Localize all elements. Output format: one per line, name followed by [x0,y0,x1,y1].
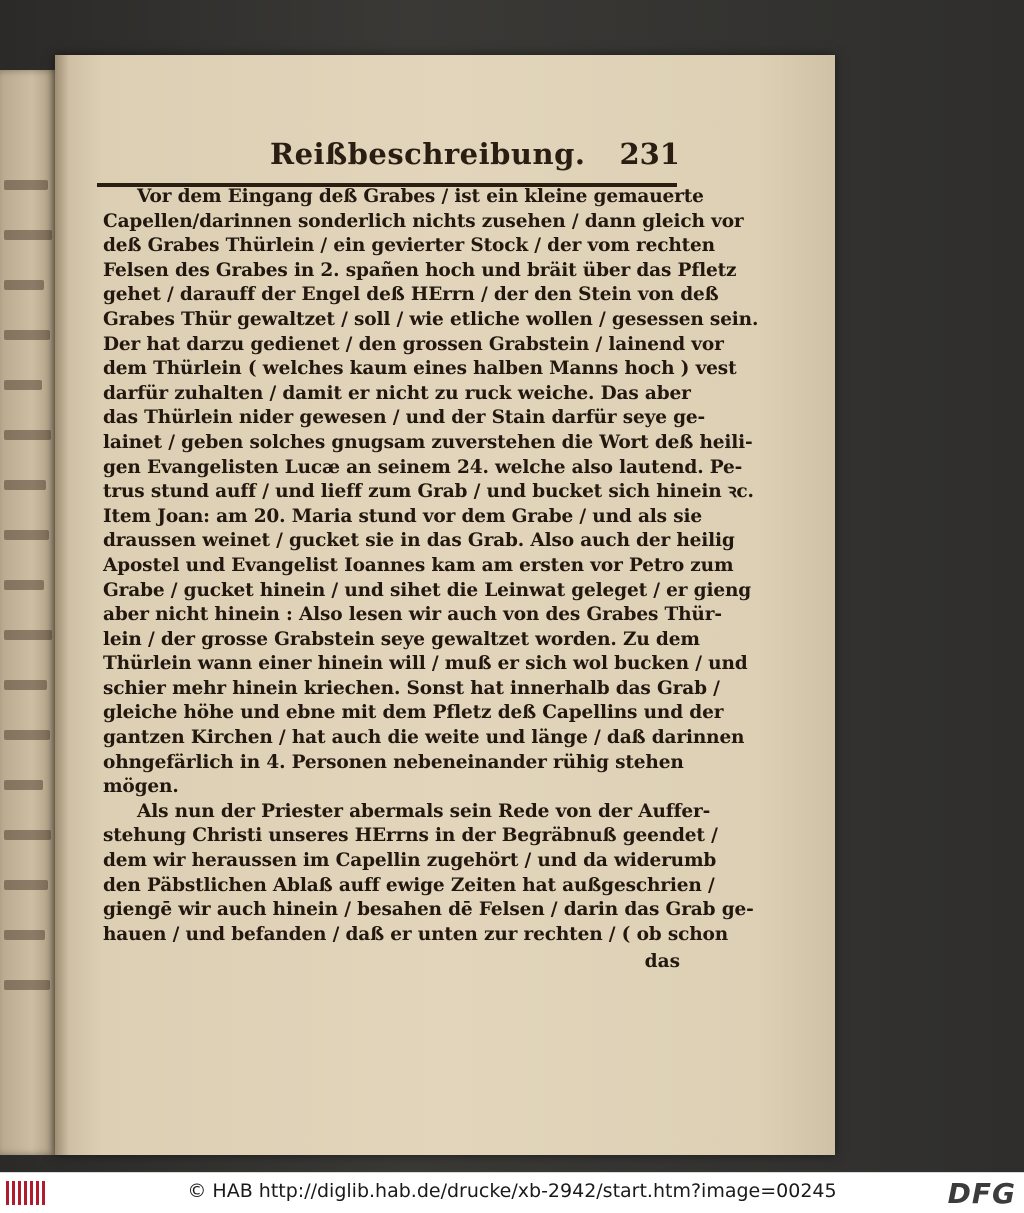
text-line: deß Grabes Thürlein / ein gevierter Stock / der vom rechten [103,235,715,257]
dfg-logo: DFG [947,1177,1016,1210]
text-line: gleiche höhe und ebne mit dem Pfletz deß Capellins und der [103,702,724,724]
text-line: das Thürlein nider gewesen / und der Stain darfür seye ge- [103,407,706,429]
text-line: aber nicht hinein : Also lesen wir auch von des Grabes Thür- [103,604,722,626]
text-line: ohngefärlich in 4. Personen nebeneinander rühig stehen [103,751,684,773]
text-line: gantzen Kirchen / hat auch die weite und länge / daß darinnen [103,727,745,749]
text-line: draussen weinet / gucket sie in das Grab. Also auch der heilig [103,530,735,552]
text-line: dem Thürlein ( welches kaum eines halben Manns hoch ) vest [103,358,737,380]
text-line: Capellen/darinnen sonderlich nichts zusehen / dann gleich vor [103,210,744,232]
text-line: Als nun der Priester abermals sein Rede von der Auffer- [137,800,711,822]
text-line: Felsen des Grabes in 2. spañen hoch und bräit über das Pfletz [103,259,737,281]
text-line: gen Evangelisten Lucæ an seinem 24. welche also lautend. Pe- [103,456,743,478]
text-line: mögen. [103,776,179,798]
page-number: 231 [619,137,680,171]
text-line: Thürlein wann einer hinein will / muß er sich wol bucken / und [103,653,748,675]
text-line: Der hat darzu gedienet / den grossen Grabstein / lainend vor [103,333,724,355]
text-line: giengē wir auch hinein / besahen dē Felsen / darin das Grab ge- [103,899,754,921]
book-page [55,55,835,1155]
text-line: darfür zuhalten / damit er nicht zu ruck weiche. Das aber [103,382,691,404]
catchword: das [644,951,680,972]
text-line: stehung Christi unseres HErrns in der Begräbnuß geendet / [103,825,718,847]
text-line: Vor dem Eingang deß Grabes / ist ein kleine gemauerte [137,186,704,207]
running-title: Reißbeschreibung. [270,137,586,171]
text-line: hauen / und befanden / daß er unten zur rechten / ( ob schon [103,923,729,945]
copyright-url[interactable]: © HAB http://diglib.hab.de/drucke/xb-2942/start.htm?image=00245 [187,1180,837,1202]
text-line: Grabes Thür gewaltzet / soll / wie etliche wollen / gesessen sein. [103,308,759,330]
text-line: lein / der grosse Grabstein seye gewaltzet worden. Zu dem [103,628,700,650]
body-text [103,185,759,947]
text-line: lainet / geben solches gnugsam zuverstehen die Wort deß heili- [103,431,753,453]
text-line: schier mehr hinein kriechen. Sonst hat innerhalb das Grab / [103,677,720,699]
page-gutter-shadow [55,55,69,1155]
text-line: Item Joan: am 20. Maria stund vor dem Grabe / und als sie [103,505,703,527]
text-line: Grabe / gucket hinein / und sihet die Leinwat geleget / er gieng [103,579,752,601]
text-line: den Päbstlichen Ablaß auff ewige Zeiten hat außgeschrien / [103,874,715,896]
running-head [270,137,680,177]
previous-page-edge [0,70,58,1155]
text-line: Apostel und Evangelist Ioannes kam am ersten vor Petro zum [103,554,734,576]
text-line: trus stund auff / und lieff zum Grab / und bucket sich hinein ꝛc. [103,481,754,503]
footer-bar [0,1172,1024,1213]
text-line: gehet / darauff der Engel deß HErrn / der den Stein von deß [103,284,719,306]
text-line: dem wir heraussen im Capellin zugehört / und da widerumb [103,850,717,872]
